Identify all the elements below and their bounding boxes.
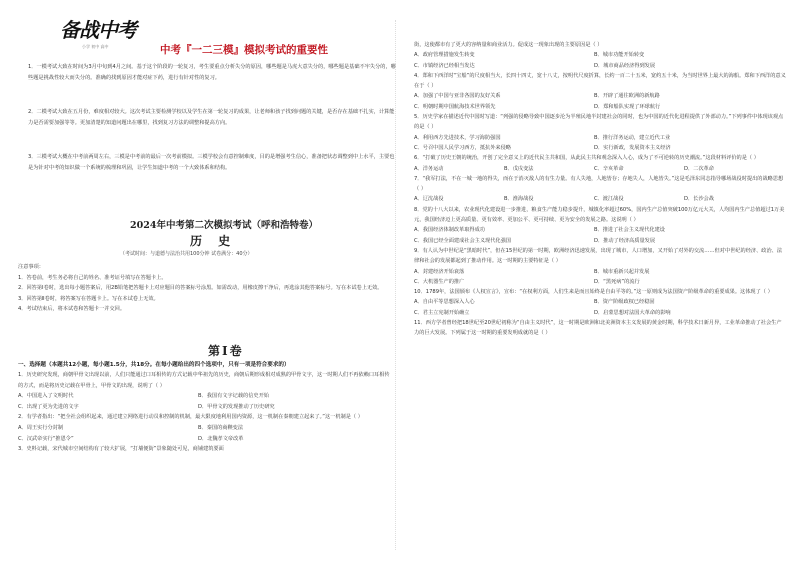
question-4 bbox=[414, 71, 786, 112]
option-d: D．城市商品经济得到发展 bbox=[594, 62, 656, 69]
question-3-cont bbox=[414, 40, 786, 71]
questions-left bbox=[18, 360, 394, 455]
option-d: D．长沙会战 bbox=[684, 196, 714, 203]
option-d: D．二次革命 bbox=[684, 165, 714, 172]
notice-para-1: 1．一模考试大致在时间为3月中旬到4月之间。基于这个阶段的一轮复习，考生要重点分析失分的原因，哪些题是马虎大意失分的，哪些题是基础不牢失分的，哪些题是挑战性较大而失分的。准确的找到原因才能对症下药，进行有针对性的复习。 bbox=[28, 64, 396, 81]
question-11 bbox=[414, 318, 786, 339]
option-c: C．汉武帝实行“推恩令” bbox=[18, 435, 74, 442]
option-a: A．辽沈战役 bbox=[414, 196, 444, 203]
question-3 bbox=[18, 444, 394, 455]
brand-logo bbox=[60, 14, 148, 50]
option-d: D．郑和船队实现了环球航行 bbox=[594, 103, 661, 110]
option-a: A．加强了中国与亚非各国的友好关系 bbox=[414, 93, 501, 100]
option-d: D．甲骨文的发现推动了历史研究 bbox=[198, 403, 275, 410]
option-b: B．开辟了通往欧洲的新航路 bbox=[594, 93, 660, 100]
exam-meta: （考试时间：与道德与法治共用100分钟 试卷满分：40分） bbox=[120, 251, 253, 257]
option-c: C．号召中国人民学习西方，抵抗外来侵略 bbox=[414, 144, 511, 151]
question-stem: 3．史料记载，宋代城市空间结构有了较大扩展，“打墙便街”景象随处可见，商铺建筑要面 bbox=[18, 446, 224, 453]
section-heading: 一、选择题（本题共12小题，每小题1.5分，共18分。在每小题给出的四个选项中，只有一项是符合要求的） bbox=[18, 362, 290, 368]
notice-para-2: 2．二模考试大致在五月份，难度相对较大。这次考试主要检测学校以及学生在第一轮复习的成果，让老师和孩子找到问题的关键，是否存在基础不扎实，计算能力是否需要加强等等。更加清楚的知道问题出在哪里，找到复习方法的调整和提高方向。 bbox=[28, 109, 395, 126]
notice-para-3: 3．三模考试大概在中考前两周左右，三模是中考前的最后一次考前模拟。三模学校会有意控制难度，目的是增强考生信心，准备把状态调整到中上水平，主要也是为针对中考的知识做一个系统的梳理和巩固，让学生知道中考的一个大致体系和结构。 bbox=[28, 154, 395, 171]
notice-title: 中考『一二三模』模拟考试的重要性 bbox=[160, 44, 328, 56]
option-a: A．中国进入了文明时代 bbox=[18, 393, 74, 400]
option-b: B．城市功能开始转变 bbox=[594, 52, 645, 59]
option-a: A．洋务运动 bbox=[414, 165, 444, 172]
question-stem: 11．西方学者曾经把18世纪至20世纪初称为“自由主义时代”，这一时期是欧洲和北美洲资本主义发展的黄金时期，科学技术日新月异，工业革命推动了社会生产力的巨大发展。下列属于这一时期的重要发明成就的是（ ） bbox=[414, 320, 782, 337]
option-b: B．推行洋务运动，建立近代工业 bbox=[594, 134, 671, 141]
notes-block bbox=[18, 262, 390, 315]
logo-text: 备战中考 bbox=[60, 18, 136, 42]
option-c: C．大机器生产的推广 bbox=[414, 278, 465, 285]
note-item: 4．考试结束后，将本试卷和答题卡一并交回。 bbox=[18, 306, 126, 313]
option-b: B．我国有文字记载的信史开始 bbox=[198, 393, 269, 400]
option-b: B．戊戌变法 bbox=[504, 165, 534, 172]
option-d: D．“黑死病”的流行 bbox=[594, 278, 640, 285]
option-d: D．启蒙思想对法国大革命的影响 bbox=[594, 309, 671, 316]
question-2 bbox=[18, 412, 394, 444]
question-stem: 5．历史学家在描述近代中国时写道：“列强的侵略导致中国逐步沦为半殖民地半封建社会的同时，也为中国的近代化进程提供了外部动力。”下列事件中体现该观点的是（ ） bbox=[414, 114, 784, 131]
option-d: D．北魏孝文帝改革 bbox=[198, 435, 244, 442]
notes-header: 注意事项： bbox=[18, 264, 44, 270]
question-stem: 8．党的十八大以来，农业现代化建设进一步推进，粮食生产能力稳步提升，城镇化率超过60%，国内生产总值突破100万亿元大关，人均国内生产总值超过1万美元，我国经济迈上更高质量、更有效率、更加公平、更可持续、更为安全的发展之路。这说明（ ） bbox=[414, 206, 785, 224]
question-stem: 10．1789年，法国颁布《人权宣言》，宣布：“在权利方面，人们生来是而且始终是自由平等的。”这一原则成为法国资产阶级革命的重要成果。这体现了（ ） bbox=[414, 289, 773, 296]
question-stem: 9．有人认为中世纪是“黑暗时代”，但在15世纪的第一时期，欧洲经济迅速发展，出现了城市，人口增加，又开始了对外的交流……但对中世纪的经济、政治、法律和社会的发展都起到了推动作用。这一时期的主要特征是（ ） bbox=[414, 247, 783, 265]
question-stem: 街，这使都市有了更大的容纳量和商业活力。促成这一现象出现的主要原因是（ ） bbox=[414, 42, 603, 48]
question-stem: 1．历史研究发现，商朝甲骨文出现以前，人们只能通过口耳相传的方式记载中华祖先的历史，商朝后期形成相对成熟的甲骨文字，这一时期人们不再依赖口耳相传的方式，而是将历史记载在甲骨上，甲骨文的出现，说明了（ ） bbox=[18, 372, 390, 389]
column-divider bbox=[395, 20, 396, 550]
option-c: C．出现了更为先进的文字 bbox=[18, 403, 79, 410]
question-stem: 2．有学者指出：“把全社会组织起来，通过建立网络进行动员和控制的机制，最大限度地利用国内资源，这一机制在秦朝建立起来了。”这一机制是（ ） bbox=[18, 414, 363, 421]
question-stem: 6．“打破了历史王朝的统治，开创了完全意义上的近代民主共和国，从此民主共和观念深入人心，成为了不可逆转的历史潮流。”这段材料评价的是（ ） bbox=[414, 155, 759, 162]
question-9 bbox=[414, 246, 786, 287]
option-a: A．周王实行分封制 bbox=[18, 424, 64, 431]
option-c: C．渡江战役 bbox=[594, 196, 624, 203]
option-b: B．资产阶级政权已经稳固 bbox=[594, 299, 655, 306]
option-a: A．我国经济体制改革取得成功 bbox=[414, 227, 485, 234]
option-b: B．秦国的商鞅变法 bbox=[198, 424, 244, 431]
question-1 bbox=[18, 370, 394, 412]
option-a: A．自由平等思想深入人心 bbox=[414, 299, 475, 306]
note-item: 2．回答第Ⅰ卷时，选出每小题答案后，用2B铅笔把答题卡上对应题目的答案标号涂黑。如需改动，用橡皮擦干净后，再选涂其他答案标号。写在本试卷上无效。 bbox=[18, 285, 383, 292]
option-a: A．政府管理措施发生转变 bbox=[414, 52, 475, 59]
option-c: C．市镇经济已经相当发达 bbox=[414, 62, 475, 69]
questions-right bbox=[414, 40, 786, 339]
option-d: D．实行新政，发展资本主义经济 bbox=[594, 144, 671, 151]
question-6 bbox=[414, 153, 786, 174]
question-5 bbox=[414, 112, 786, 153]
question-stem: 7．“我军打法，不在一城一地的得失，而在于消灭敌人的有生力量。有人失地，人地皆存；存地失人，人地皆失。”这是毛泽东同志指导哪场战役时提出的战略思想（ ） bbox=[414, 175, 784, 193]
option-c: C．辛亥革命 bbox=[594, 165, 624, 172]
option-a: A．利用西方先进技术，学习海防强国 bbox=[414, 134, 501, 141]
note-item: 1．答卷前，考生务必将自己的姓名、准考证号填写在答题卡上。 bbox=[18, 274, 167, 281]
option-b: B．城市重新兴起并发展 bbox=[594, 268, 650, 275]
part-title: 第Ⅰ卷 bbox=[208, 344, 244, 358]
note-item: 3．回答第Ⅱ卷时，将答案写在答题卡上。写在本试卷上无效。 bbox=[18, 295, 159, 302]
exam-title: 2024年中考第二次模拟考试（呼和浩特卷） bbox=[130, 220, 318, 231]
option-c: C．明朝时期中国航海技术世界领先 bbox=[414, 103, 496, 110]
question-stem: 4．郑和下西洋时“宝船”的尺度相当大，长四十四丈，宽十八丈，按明代尺度折算，长约一百二十五米，宽约五十米，为当时世界上最大的海船。郑和下西洋的意义在于（ ） bbox=[414, 72, 786, 90]
option-a: A．封建经济开始衰落 bbox=[414, 268, 465, 275]
question-10 bbox=[414, 287, 786, 318]
option-c: C．君主立宪制开始确立 bbox=[414, 309, 470, 316]
exam-subject: 历 史 bbox=[190, 234, 237, 248]
logo-tagline: 小学 初中 高中 bbox=[82, 44, 109, 49]
option-d: D．推动了经济高质量发展 bbox=[594, 237, 656, 244]
option-c: C．我国已经全面建成社会主义现代化强国 bbox=[414, 237, 511, 244]
question-7 bbox=[414, 174, 786, 205]
option-b: B．淮海战役 bbox=[504, 196, 534, 203]
option-b: B．推进了社会主义现代化建设 bbox=[594, 227, 665, 234]
question-8 bbox=[414, 205, 786, 246]
